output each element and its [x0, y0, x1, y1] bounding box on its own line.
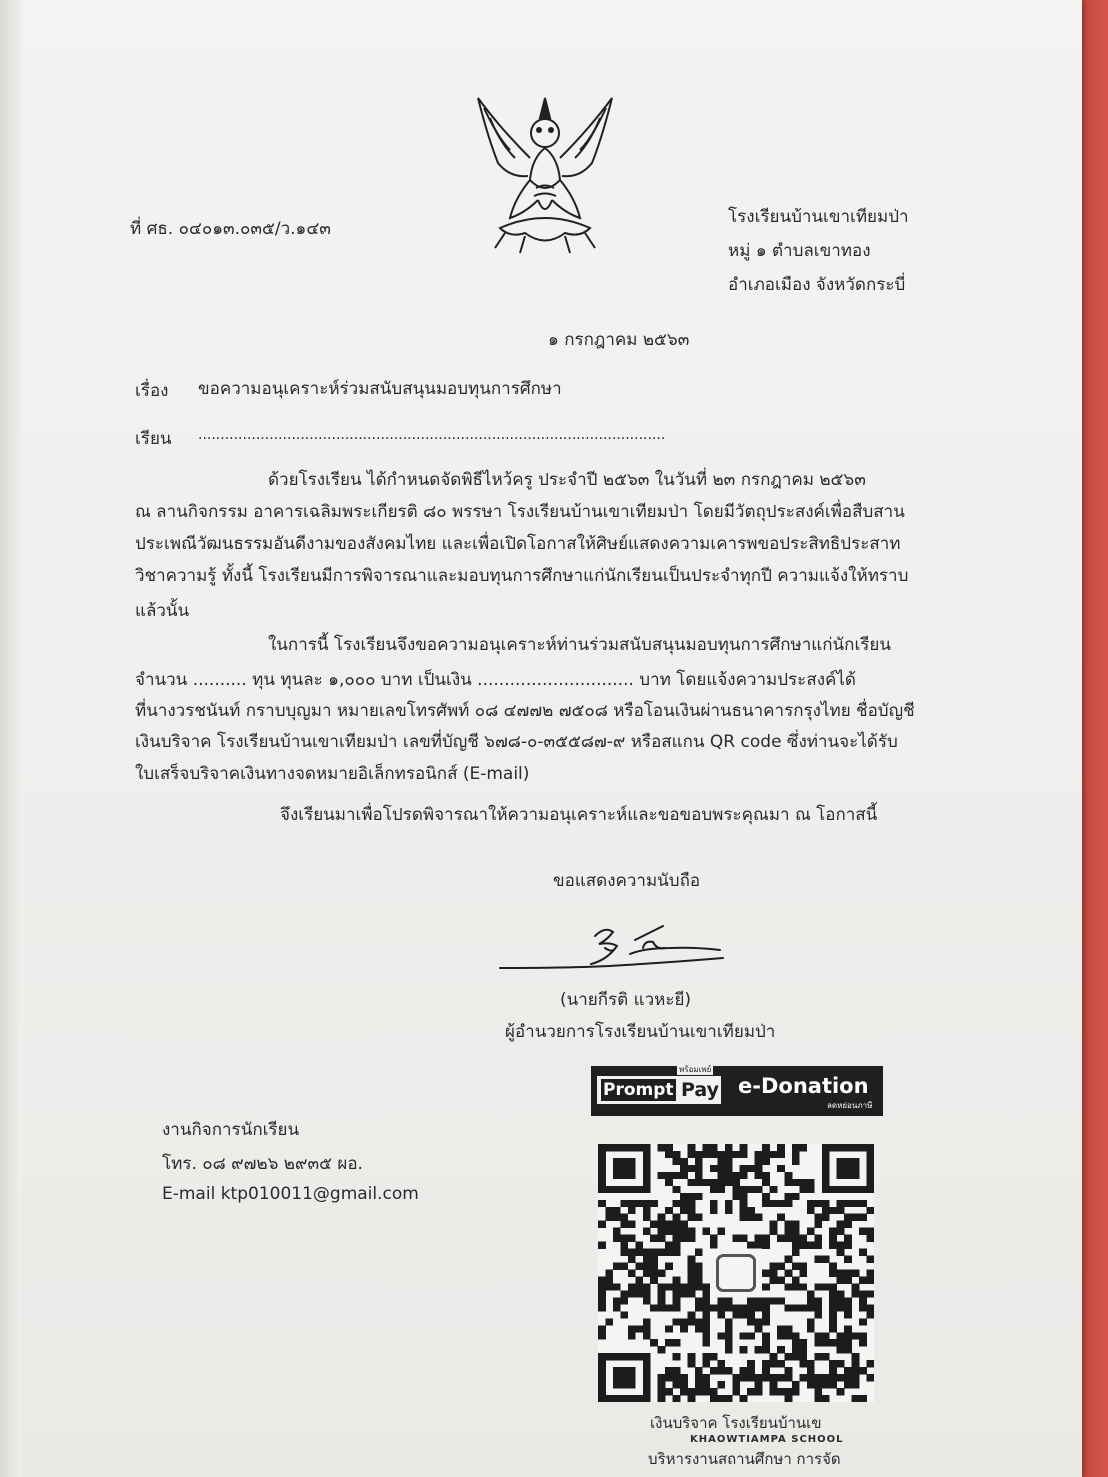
school-village: หมู่ ๑ ตำบลเขาทอง	[728, 241, 871, 261]
subject-label: เรื่อง	[135, 381, 169, 401]
contact-department: งานกิจการนักเรียน	[162, 1120, 300, 1140]
qr-caption-school: KHAOWTIAMPA SCHOOL	[690, 1434, 844, 1445]
reference-number: ที่ ศธ. ๐๔๐๑๓.๐๓๕/ว.๑๔๓	[130, 219, 331, 239]
para1-line: ด้วยโรงเรียน ได้กำหนดจัดพิธีไหว้ครู ประจำปี ๒๕๖๓ ในวันที่ ๒๓ กรกฎาคม ๒๕๖๓	[268, 470, 866, 490]
promptpay-word: Prompt	[603, 1080, 674, 1100]
qr-caption-admin: บริหารงานสถานศึกษา การจัด	[648, 1450, 841, 1468]
to-label: เรียน	[135, 429, 172, 449]
para2-line: จำนวน .......... ทุน ทุนละ ๑,๐๐๐ บาท เป็นเงิน ............................. บาท โดยแจ้งความประสงค์ได้	[135, 670, 856, 690]
subject-text: ขอความอนุเคราะห์ร่วมสนับสนุนมอบทุนการศึกษา	[198, 379, 562, 399]
contact-phone: โทร. ๐๘ ๙๗๒๖ ๒๙๓๕ ผอ.	[162, 1154, 363, 1174]
promptpay-logo-box	[595, 1074, 723, 1106]
para2-line: ใบเสร็จบริจาคเงินทางจดหมายอิเล็กทรอนิกส์ (E-mail)	[135, 764, 530, 784]
signature-icon	[495, 918, 730, 988]
to-blank: .........................................................................................................	[198, 427, 666, 443]
garuda-emblem-icon	[470, 88, 620, 258]
para2-line: เงินบริจาค โรงเรียนบ้านเขาเทียมป่า เลขที่บัญชี ๖๗๘-๐-๓๕๕๘๗-๙ หรือสแกน QR code ซึ่งท่านจะได้รับ	[135, 732, 898, 752]
paragraph-3: จึงเรียนมาเพื่อโปรดพิจารณาให้ความอนุเคราะห์และขอขอบพระคุณมา ณ โอกาสนี้	[280, 805, 878, 825]
para2-line: ที่นางวรชนันท์ กราบบุญมา หมายเลขโทรศัพท์ ๐๘ ๔๗๗๒ ๗๕๐๘ หรือโอนเงินผ่านธนาคารกรุงไทย ชื่อบัญชี	[135, 701, 915, 721]
school-district: อำเภอเมือง จังหวัดกระบี่	[728, 275, 906, 295]
tax-deduction-word: ลดหย่อนภาษี	[827, 1101, 873, 1110]
edonation-word: e-Donation	[738, 1074, 869, 1098]
para2-line: ในการนี้ โรงเรียนจึงขอความอนุเคราะห์ท่านร่วมสนับสนุนมอบทุนการศึกษาแก่นักเรียน	[268, 635, 891, 655]
qr-code-icon	[598, 1144, 874, 1402]
promptpay-thai-word: พร้อมเพย์	[679, 1065, 712, 1074]
para1-line: วิชาความรู้ ทั้งนี้ โรงเรียนมีการพิจารณาและมอบทุนการศึกษาแก่นักเรียนเป็นประจำทุกปี ความแจ้งให้ทราบ	[135, 566, 909, 586]
letter-date: ๑ กรกฎาคม ๒๕๖๓	[548, 330, 690, 350]
para1-line: ณ ลานกิจกรรม อาคารเฉลิมพระเกียรติ ๘๐ พรรษา โรงเรียนบ้านเขาเทียมป่า โดยมีวัตถุประสงค์เพื่อสืบสาน	[135, 502, 905, 522]
para1-line: แล้วนั้น	[135, 601, 190, 621]
closing: ขอแสดงความนับถือ	[553, 871, 701, 891]
promptpay-edonation-logo	[591, 1066, 883, 1116]
qr-caption-thai: เงินบริจาค โรงเรียนบ้านเข	[650, 1414, 822, 1432]
signer-title: ผู้อำนวยการโรงเรียนบ้านเขาเทียมป่า	[505, 1022, 776, 1042]
red-background	[1078, 0, 1108, 1477]
school-name: โรงเรียนบ้านเขาเทียมป่า	[728, 207, 909, 227]
qr-center-logo-icon	[710, 1249, 762, 1298]
para1-line: ประเพณีวัฒนธรรมอันดีงามของสังคมไทย และเพื่อเปิดโอกาสให้ศิษย์แสดงความเคารพขอประสิทธิประสาท	[135, 534, 901, 554]
paper-stack-edge	[0, 0, 22, 1477]
signer-name: (นายกีรติ แวหะยี)	[560, 990, 692, 1010]
pay-word: Pay	[681, 1079, 720, 1101]
contact-email: E-mail ktp010011@gmail.com	[162, 1184, 419, 1204]
